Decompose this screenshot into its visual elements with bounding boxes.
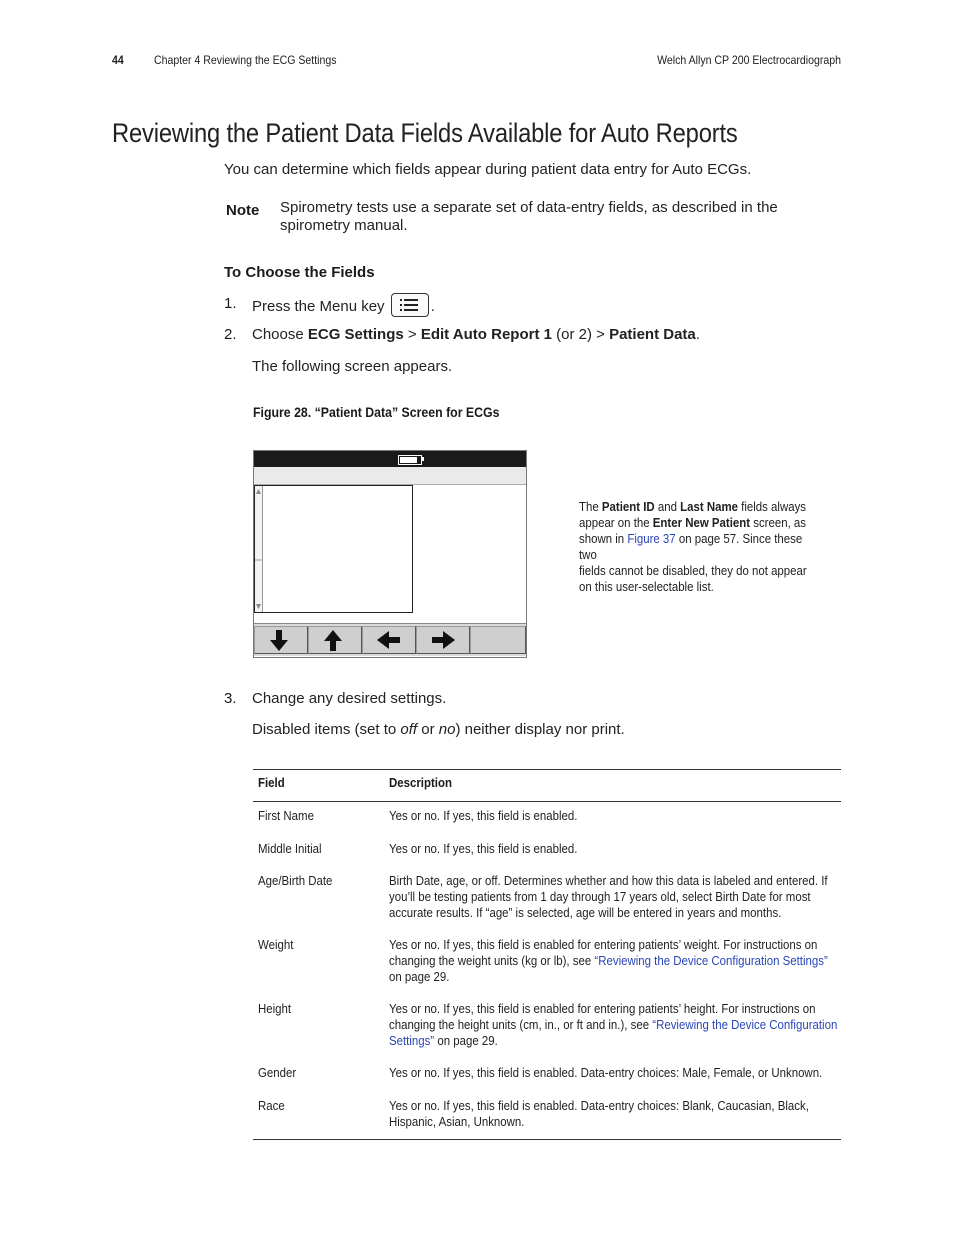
table-bottom-rule [253, 1139, 841, 1140]
callout-line-1 [579, 499, 818, 515]
menu-key-icon [391, 293, 429, 317]
scroll-arrows-icon [255, 486, 262, 612]
softkey-blank[interactable] [470, 626, 526, 654]
table-row-description: Yes or no. If yes, this field is enabled. [389, 808, 578, 823]
table-row-field: First Name [258, 808, 314, 823]
procedure-heading: To Choose the Fields [224, 264, 375, 281]
step-2 [252, 326, 700, 344]
step-1-end: . [430, 297, 435, 315]
step-2-follow: The following screen appears. [252, 358, 453, 375]
step-1-text: Press the Menu key [252, 297, 385, 315]
intro-paragraph: You can determine which fields appear during patient data entry for Auto ECGs. [224, 161, 752, 178]
table-row-field: Gender [258, 1065, 297, 1080]
step-2-number: 2. [224, 326, 237, 343]
step-1-number: 1. [224, 295, 237, 312]
step-3-number: 3. [224, 690, 237, 707]
callout-last-name: Last Name [680, 499, 738, 514]
battery-icon [398, 455, 422, 465]
step-3-text: Change any desired settings. [252, 690, 447, 707]
callout-line-4: fields cannot be disabled, they do not appear [579, 563, 807, 578]
page-title: Reviewing the Patient Data Fields Available for Auto Reports [112, 118, 738, 148]
callout-text: shown in [579, 531, 628, 546]
callout-text: on page 57. Since these two [579, 531, 803, 562]
description-line: you’ll be testing patients from 1 day through 17 years old, select Birth Date for most [389, 889, 811, 904]
table-row-description [389, 937, 838, 985]
step-2-sep: > [403, 326, 421, 343]
screen-status-bar [254, 467, 526, 485]
step-1 [252, 295, 435, 319]
table-row-field: Middle Initial [258, 841, 322, 856]
table-header-rule [253, 801, 841, 802]
table-row-field: Age/Birth Date [258, 873, 333, 888]
table-row-field: Weight [258, 937, 294, 952]
table-header-description: Description [389, 775, 452, 790]
menu-path-patient-data: Patient Data [609, 326, 696, 343]
table-row-description: Yes or no. If yes, this field is enabled. [389, 841, 578, 856]
screen-title-bar [254, 451, 526, 467]
left-arrow-icon [363, 627, 415, 653]
table-row-field: Race [258, 1098, 285, 1113]
callout-line-5: on this user-selectable list. [579, 579, 714, 594]
step-2-pre: Choose [252, 326, 308, 343]
patient-field-list[interactable] [254, 485, 413, 613]
value-off: off [400, 721, 418, 738]
table-row-field: Height [258, 1001, 292, 1016]
callout-enter-new-patient: Enter New Patient [652, 515, 751, 530]
table-row-description [389, 1001, 838, 1049]
table-row-description [389, 873, 838, 921]
table-row-description: Yes or no. If yes, this field is enabled. Data-entry choices: Male, Female, or Unknown. [389, 1065, 823, 1080]
figure-caption: Figure 28. “Patient Data” Screen for ECGs [253, 404, 500, 420]
running-header-product: Welch Allyn CP 200 Electrocardiograph [657, 53, 841, 67]
callout-line-3 [579, 531, 818, 563]
description-text: changing the weight units (kg or lb), see [389, 953, 595, 968]
softkey-bar [254, 623, 526, 656]
description-text: changing the height units (cm, in., or ft and in.), see [389, 1017, 653, 1032]
battery-tip [422, 457, 424, 461]
menu-path-edit-auto-report: Edit Auto Report 1 [420, 326, 552, 343]
callout-text: screen, as [750, 515, 807, 530]
callout-text: fields always [737, 499, 807, 514]
description-line: Yes or no. If yes, this field is enabled for entering patients’ height. For instructions on [389, 1001, 816, 1016]
description-line: Yes or no. If yes, this field is enabled. Data-entry choices: Blank, Caucasian, Black, [389, 1098, 809, 1113]
device-config-link[interactable]: “Reviewing the Device Configuration Settings” [594, 953, 828, 968]
up-arrow-icon [309, 627, 361, 653]
battery-level [400, 457, 417, 463]
softkey-down[interactable] [254, 626, 308, 654]
device-config-link-cont[interactable]: Settings” [389, 1033, 435, 1048]
right-arrow-icon [417, 627, 469, 653]
step-3-follow-post: ) neither display nor print. [455, 721, 625, 738]
description-text: on page 29. [434, 1033, 498, 1048]
step-3-follow-pre: Disabled items (set to [252, 721, 401, 738]
table-row-description [389, 1098, 838, 1130]
table-header-field: Field [258, 775, 285, 790]
table-top-rule [253, 769, 841, 770]
step-2-end: . [695, 326, 700, 343]
description-line [389, 1017, 838, 1033]
callout-patient-id: Patient ID [601, 499, 655, 514]
note-line-1: Spirometry tests use a separate set of data-entry fields, as described in the [280, 199, 778, 216]
description-line: Yes or no. If yes, this field is enabled for entering patients’ weight. For instructions on [389, 937, 818, 952]
note-text [280, 199, 778, 235]
note-line-2: spirometry manual. [280, 217, 408, 234]
softkey-up[interactable] [308, 626, 362, 654]
description-line [389, 1033, 838, 1049]
description-line: accurate results. If “age” is selected, age will be entered in years and months. [389, 905, 782, 920]
softkey-left[interactable] [362, 626, 416, 654]
step-3-follow [252, 721, 625, 739]
page-number: 44 [112, 53, 124, 67]
callout-text: and [654, 499, 681, 514]
value-no: no [438, 721, 456, 738]
callout-line-2 [579, 515, 818, 531]
description-line: on page 29. [389, 969, 450, 984]
softkey-right[interactable] [416, 626, 470, 654]
device-config-link[interactable]: “Reviewing the Device Configuration [652, 1017, 838, 1032]
callout-text: appear on the [579, 515, 653, 530]
note-label: Note [226, 202, 260, 219]
step-3-follow-mid: or [417, 721, 439, 738]
description-line: Hispanic, Asian, Unknown. [389, 1114, 525, 1129]
description-line: Birth Date, age, or off. Determines whether and how this data is labeled and entered. If [389, 873, 828, 888]
list-scrollbar[interactable] [255, 486, 263, 612]
menu-path-ecg-settings: ECG Settings [307, 326, 404, 343]
step-2-mid: (or 2) > [551, 326, 610, 343]
figure-37-link[interactable]: Figure 37 [627, 531, 676, 546]
device-screen [253, 450, 527, 658]
figure-callout [579, 499, 818, 595]
down-arrow-icon [255, 627, 307, 653]
description-line [389, 953, 838, 969]
running-header-chapter: Chapter 4 Reviewing the ECG Settings [154, 53, 337, 67]
callout-text: The [579, 499, 602, 514]
